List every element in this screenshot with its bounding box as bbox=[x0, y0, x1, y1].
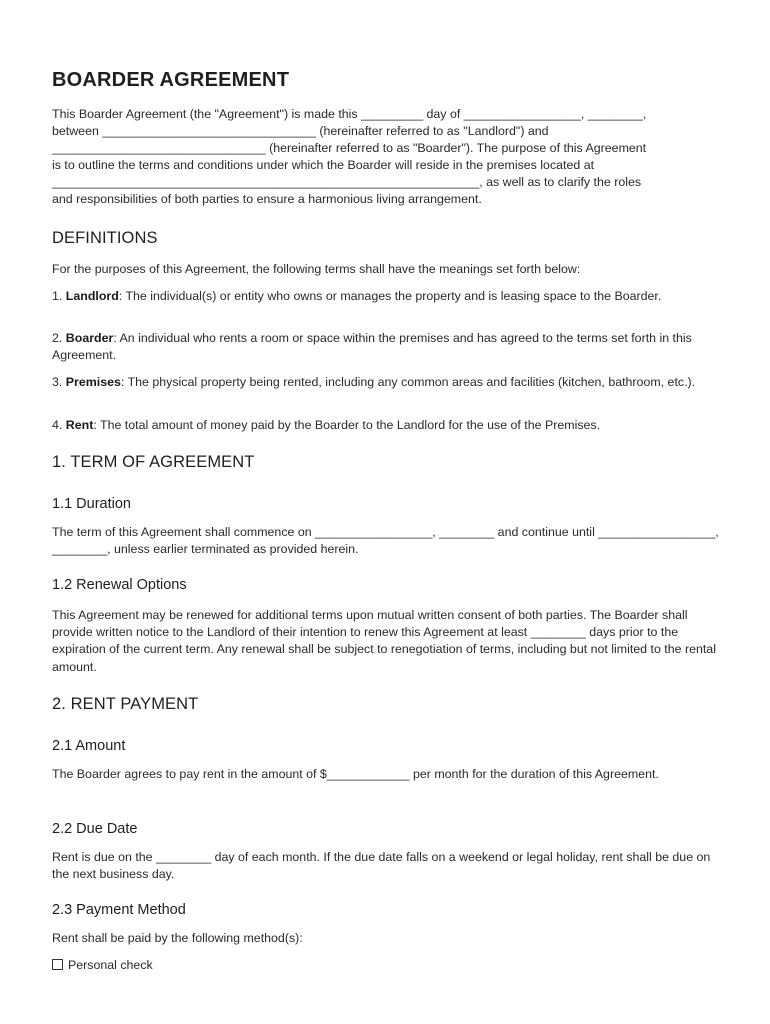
definition-number: 1. bbox=[52, 289, 63, 303]
section-2-1-heading: 2.1 Amount bbox=[52, 738, 126, 754]
section-2-3-heading: 2.3 Payment Method bbox=[52, 902, 186, 918]
definition-number: 2. bbox=[52, 331, 63, 345]
section-1-2-heading: 1.2 Renewal Options bbox=[52, 577, 187, 593]
section-1-heading: 1. TERM OF AGREEMENT bbox=[52, 453, 255, 471]
definition-number: 4. bbox=[52, 418, 63, 432]
definition-term: Boarder bbox=[65, 331, 114, 345]
payment-option-label: Personal check bbox=[68, 958, 153, 972]
intro-line-4: is to outline the terms and conditions under which the Boarder will reside in the premises located at bbox=[52, 158, 595, 172]
definition-text: : The total amount of money paid by the Boarder to the Landlord for the use of the Premises. bbox=[93, 418, 601, 432]
payment-option-personal-check[interactable] bbox=[52, 957, 724, 974]
section-2-3-text: Rent shall be paid by the following method(s): bbox=[52, 931, 303, 945]
section-1-1-heading: 1.1 Duration bbox=[52, 496, 131, 512]
definitions-heading: DEFINITIONS bbox=[52, 229, 158, 247]
definition-item-rent bbox=[52, 417, 724, 434]
section-1-1-text: The term of this Agreement shall commence on _________________, ________ and continue until _________________, ________, unless earlier terminated as provided herein. bbox=[52, 525, 719, 557]
intro-line-5: ______________________________________________________________, as well as to clarify the roles bbox=[52, 175, 642, 189]
definition-text: : An individual who rents a room or space within the premises and has agreed to the terms set forth in this Agreement. bbox=[52, 331, 692, 363]
definition-text: : The physical property being rented, including any common areas and facilities (kitchen, bathroom, etc.). bbox=[120, 375, 696, 389]
section-2-heading: 2. RENT PAYMENT bbox=[52, 695, 199, 713]
document-title: BOARDER AGREEMENT bbox=[52, 69, 290, 91]
section-1-2-text: This Agreement may be renewed for additional terms upon mutual written consent of both parties. The Boarder shall provide written notice to the Landlord of their intention to renew this Agreement at least ________ days prior to the expiration of the current term. Any renewal shall be subject to renegotiation of terms, including but not limited to the rental amount. bbox=[52, 608, 716, 674]
definition-term: Premises bbox=[65, 375, 121, 389]
intro-line-3: _______________________________ (hereinafter referred to as "Boarder"). The purpose of this Agreement bbox=[52, 141, 647, 155]
intro-line-1: This Boarder Agreement (the "Agreement") is made this _________ day of _________________, ________, bbox=[52, 107, 647, 121]
definition-item-landlord bbox=[52, 288, 724, 305]
intro-line-2: between _______________________________ (hereinafter referred to as "Landlord") and bbox=[52, 124, 549, 138]
section-2-1-text: The Boarder agrees to pay rent in the amount of $____________ per month for the duration of this Agreement. bbox=[52, 767, 659, 781]
checkbox-icon[interactable] bbox=[52, 959, 63, 970]
section-2-2-heading: 2.2 Due Date bbox=[52, 821, 138, 837]
definition-text: : The individual(s) or entity who owns or manages the property and is leasing space to the Boarder. bbox=[118, 289, 662, 303]
section-2-2-text: Rent is due on the ________ day of each month. If the due date falls on a weekend or legal holiday, rent shall be due on the next business day. bbox=[52, 850, 711, 882]
definition-term: Rent bbox=[65, 418, 94, 432]
definition-term: Landlord bbox=[65, 289, 119, 303]
definition-number: 3. bbox=[52, 375, 63, 389]
definition-item-premises bbox=[52, 374, 724, 391]
definition-item-boarder bbox=[52, 330, 724, 364]
definitions-intro: For the purposes of this Agreement, the following terms shall have the meanings set forth below: bbox=[52, 262, 581, 276]
intro-line-6: and responsibilities of both parties to ensure a harmonious living arrangement. bbox=[52, 192, 482, 206]
